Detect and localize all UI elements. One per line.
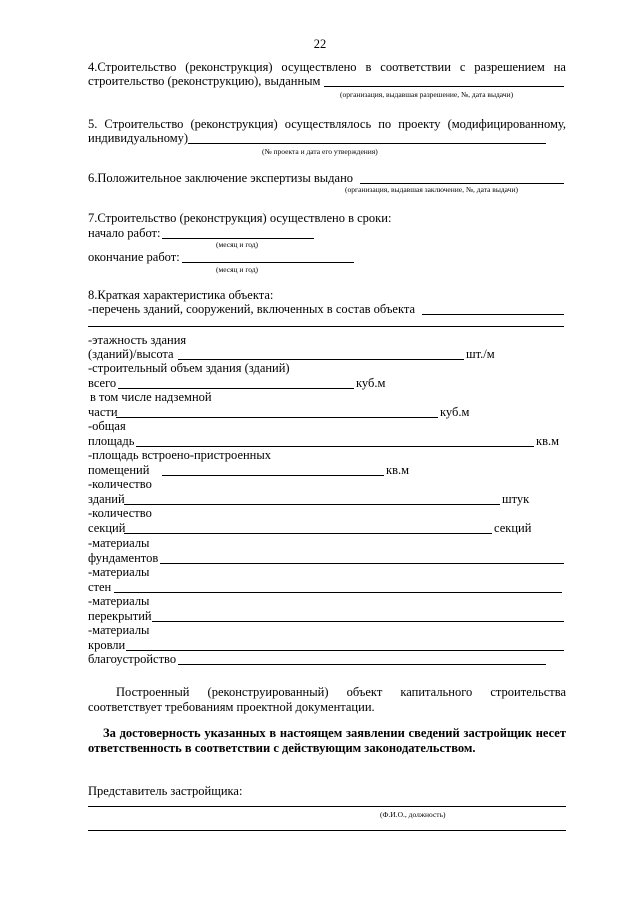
section-5-project-field[interactable]	[188, 143, 546, 144]
signature-label: Представитель застройщика:	[88, 784, 243, 798]
sections-count-field[interactable]	[124, 533, 492, 534]
buildings-count-field[interactable]	[124, 504, 500, 505]
roof-material-field[interactable]	[126, 650, 564, 651]
page-number: 22	[313, 37, 327, 51]
area-field[interactable]	[136, 446, 534, 447]
end-date-field[interactable]	[182, 262, 354, 263]
buildings-count-unit: штук	[502, 492, 530, 506]
sections-count-unit: секций	[494, 521, 532, 535]
section-7-title: 7.Строительство (реконструкция) осуществлено в сроки:	[88, 211, 392, 225]
start-label: начало работ:	[88, 226, 161, 240]
above-ground-field[interactable]	[116, 417, 438, 418]
floors-unit: шт./м	[466, 347, 495, 361]
buildings-count-label-2: зданий	[88, 492, 125, 506]
responsibility-line-1: За достоверность указанных в настоящем заявлении сведений застройщик несет	[103, 726, 566, 740]
area-label-2: площадь	[88, 434, 135, 448]
builtin-area-unit: кв.м	[386, 463, 410, 477]
section-5-line-2: индивидуальному)	[88, 131, 189, 145]
signature-field-2[interactable]	[88, 830, 566, 831]
sections-count-label-2: секций	[88, 521, 126, 535]
walls-material-label-1: -материалы	[88, 565, 150, 579]
start-date-field[interactable]	[162, 238, 314, 239]
foundation-material-label-2: фундаментов	[88, 551, 159, 565]
foundation-material-label-1: -материалы	[88, 536, 150, 550]
sections-count-label-1: -количество	[88, 506, 152, 520]
floors-material-label-2: перекрытий	[88, 609, 152, 623]
conformity-line-1: Построенный (реконструированный) объект капитального строительства	[116, 685, 566, 699]
section-6-hint: (организация, выдавшая заключение, №, дата выдачи)	[345, 185, 518, 194]
signature-field[interactable]	[88, 806, 566, 807]
area-label-1: -общая	[88, 419, 126, 433]
volume-unit: куб.м	[356, 376, 386, 390]
landscaping-label: благоустройство	[88, 652, 177, 666]
floors-material-label-1: -материалы	[88, 594, 150, 608]
buildings-count-label-1: -количество	[88, 477, 152, 491]
section-6-line-1: 6.Положительное заключение экспертизы выдано	[88, 171, 354, 185]
section-8-title: 8.Краткая характеристика объекта:	[88, 288, 274, 302]
floors-label-1: -этажность здания	[88, 333, 187, 347]
volume-field[interactable]	[118, 388, 354, 389]
above-ground-label-1: в том числе надземной	[90, 390, 212, 404]
floors-material-field[interactable]	[152, 621, 564, 622]
builtin-area-label-1: -площадь встроено-пристроенных	[88, 448, 272, 462]
end-label: окончание работ:	[88, 250, 180, 264]
walls-material-field[interactable]	[114, 592, 562, 593]
section-4-permit-field[interactable]	[324, 86, 564, 87]
area-unit: кв.м	[536, 434, 560, 448]
above-ground-unit: куб.м	[440, 405, 470, 419]
foundation-material-field[interactable]	[160, 563, 564, 564]
volume-label-1: -строительный объем здания (зданий)	[88, 361, 290, 375]
end-hint: (месяц и год)	[216, 265, 259, 274]
volume-label-2: всего	[88, 376, 117, 390]
section-4-line-2: строительство (реконструкцию), выданным	[88, 74, 321, 88]
section-5-hint: (№ проекта и дата его утверждения)	[262, 147, 378, 156]
floors-field[interactable]	[178, 359, 464, 360]
conformity-line-2: соответствует требованиям проектной документации.	[88, 700, 375, 714]
buildings-list-field-2[interactable]	[88, 326, 564, 327]
signature-hint: (Ф.И.О., должность)	[380, 810, 446, 819]
roof-material-label-2: кровли	[88, 638, 126, 652]
builtin-area-label-2: помещений	[88, 463, 150, 477]
above-ground-label-2: части	[88, 405, 118, 419]
responsibility-line-2: ответственность в соответствии с действующим законодательством.	[88, 741, 476, 755]
section-5-line-1: 5. Строительство (реконструкция) осуществлялось по проекту (модифицированному,	[88, 117, 566, 131]
landscaping-field[interactable]	[178, 664, 546, 665]
section-4-line-1: 4.Строительство (реконструкция) осуществлено в соответствии с разрешением на	[88, 60, 566, 74]
walls-material-label-2: стен	[88, 580, 112, 594]
builtin-area-field[interactable]	[162, 475, 384, 476]
buildings-list-label: -перечень зданий, сооружений, включенных в состав объекта	[88, 302, 416, 316]
section-4-hint: (организация, выдавшая разрешение, №, дата выдачи)	[340, 90, 514, 99]
roof-material-label-1: -материалы	[88, 623, 150, 637]
buildings-list-field[interactable]	[422, 314, 564, 315]
section-6-expertise-field[interactable]	[360, 183, 564, 184]
start-hint: (месяц и год)	[216, 240, 259, 249]
floors-label-2: (зданий)/высота	[88, 347, 174, 361]
